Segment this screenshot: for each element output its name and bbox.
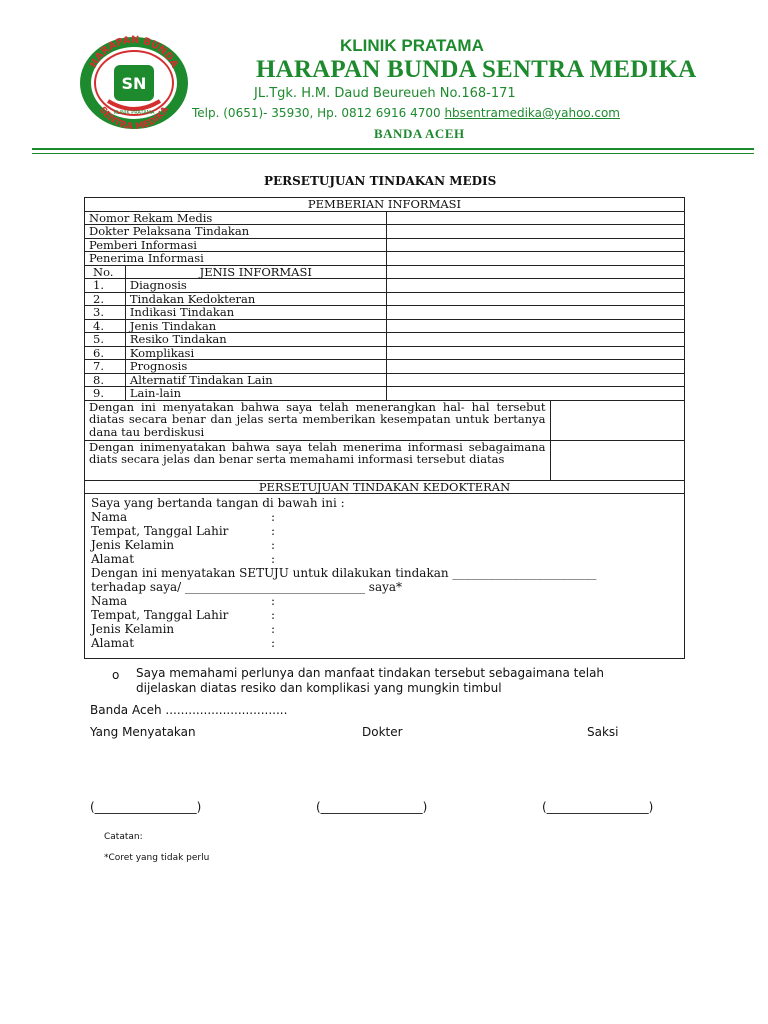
item-label: Indikasi Tindakan <box>125 306 386 320</box>
col-header-type: JENIS INFORMASI <box>125 265 386 279</box>
notes-label: Catatan: <box>104 832 143 842</box>
field-value-dokter[interactable] <box>386 225 684 239</box>
logo-text-inner: KLINIK PRATAMA <box>113 110 155 116</box>
item-no: 2. <box>85 292 126 306</box>
field-label: Pemberi Informasi <box>85 238 387 252</box>
item-value[interactable] <box>386 333 684 347</box>
clinic-city: BANDA ACEH <box>374 126 465 141</box>
item-no: 6. <box>85 346 126 360</box>
item-value[interactable] <box>386 373 684 387</box>
logo-text-top: HARAPAN BUNDA <box>88 35 180 70</box>
item-no: 4. <box>85 319 126 333</box>
item-no: 7. <box>85 360 126 374</box>
field-value-pemberi[interactable] <box>386 238 684 252</box>
item-label: Alternatif Tindakan Lain <box>125 373 386 387</box>
consent-label: Alamat <box>91 636 135 650</box>
consent-row: Tempat, Tanggal Lahir : <box>91 524 276 538</box>
info-heading: PEMBERIAN INFORMASI <box>85 198 685 212</box>
agree-line-2: terhadap saya/ ______________________________ saya* <box>91 580 403 594</box>
signature-line-declarant[interactable]: (_________________) <box>90 800 202 814</box>
item-label: Komplikasi <box>125 346 386 360</box>
item-no: 9. <box>85 387 126 401</box>
notes-text: *Coret yang tidak perlu <box>104 853 210 863</box>
clinic-email[interactable]: hbsentramedika@yahoo.com <box>444 106 620 120</box>
item-no: 8. <box>85 373 126 387</box>
item-value[interactable] <box>386 306 684 320</box>
consent-label: Tempat, Tanggal Lahir <box>91 608 229 622</box>
consent-row: Jenis Kelamin : <box>91 538 276 552</box>
consent-form-table <box>84 197 685 659</box>
clinic-phone: Telp. (0651)- 35930, Hp. 0812 6916 4700 <box>192 106 441 120</box>
logo-text-bottom: SENTRA MEDIKA <box>96 105 172 131</box>
consent-body <box>85 494 685 659</box>
patient-signature-box[interactable] <box>550 440 684 480</box>
consent-heading: PERSETUJUAN TINDAKAN KEDOKTERAN <box>85 480 685 494</box>
clinic-address: JL.Tgk. H.M. Daud Beureueh No.168-171 <box>254 86 516 101</box>
item-value[interactable] <box>386 360 684 374</box>
item-label: Resiko Tindakan <box>125 333 386 347</box>
item-no: 5. <box>85 333 126 347</box>
item-no: 3. <box>85 306 126 320</box>
item-label: Diagnosis <box>125 279 386 293</box>
clinic-contact <box>192 106 620 120</box>
item-value[interactable] <box>386 292 684 306</box>
consent-label: Nama <box>91 510 128 524</box>
item-label: Lain-lain <box>125 387 386 401</box>
understanding-statement: Saya memahami perlunya dan manfaat tindakan tersebut sebagaimana telah dijelaskan diatas resiko dan komplikasi yang mungkin timbul <box>136 666 605 695</box>
logo-mark: SN <box>121 74 147 93</box>
clinic-logo <box>78 35 190 131</box>
item-label: Jenis Tindakan <box>125 319 386 333</box>
item-value[interactable] <box>386 346 684 360</box>
header-divider <box>32 148 754 150</box>
item-no: 1. <box>85 279 126 293</box>
item-value[interactable] <box>386 387 684 401</box>
col-header-blank <box>386 265 684 279</box>
field-value-penerima[interactable] <box>386 252 684 266</box>
field-label: Dokter Pelaksana Tindakan <box>85 225 387 239</box>
field-label: Nomor Rekam Medis <box>85 211 387 225</box>
patient-statement: Dengan inimenyatakan bahwa saya telah menerima informasi sebagaimana diats secara jelas dan benar serta memahami informasi tersebut diatas <box>85 440 551 480</box>
signatory-doctor: Dokter <box>362 725 403 739</box>
consent-row: Nama : <box>91 510 276 524</box>
consent-row: Jenis Kelamin : <box>91 622 276 636</box>
consent-label: Tempat, Tanggal Lahir <box>91 524 229 538</box>
consent-row: Tempat, Tanggal Lahir : <box>91 608 276 622</box>
item-value[interactable] <box>386 279 684 293</box>
consent-row: Alamat : <box>91 636 276 650</box>
signature-line-doctor[interactable]: (_________________) <box>316 800 428 814</box>
header-divider-thin <box>32 153 754 154</box>
item-value[interactable] <box>386 319 684 333</box>
item-label: Tindakan Kedokteran <box>125 292 386 306</box>
consent-label: Nama <box>91 594 128 608</box>
signatory-declarant: Yang Menyatakan <box>90 725 196 739</box>
consent-row: Alamat : <box>91 552 276 566</box>
consent-label: Jenis Kelamin <box>91 622 175 636</box>
signature-line-witness[interactable]: (_________________) <box>542 800 654 814</box>
consent-intro: Saya yang bertanda tangan di bawah ini : <box>91 496 345 510</box>
doctor-statement: Dengan ini menyatakan bahwa saya telah menerangkan hal- hal tersebut diatas secara benar dan jelas serta memberikan kesempatan untuk bertanya dana tau berdiskusi <box>85 400 551 440</box>
bullet-symbol: o <box>112 668 120 682</box>
signatory-witness: Saksi <box>587 725 619 739</box>
clinic-type: KLINIK PRATAMA <box>340 36 484 55</box>
document-title: PERSETUJUAN TINDAKAN MEDIS <box>264 174 497 188</box>
consent-label: Alamat <box>91 552 135 566</box>
agree-line-1: Dengan ini menyatakan SETUJU untuk dilakukan tindakan ________________________ <box>91 566 597 580</box>
place-date: Banda Aceh ................................ <box>90 703 288 717</box>
consent-label: Jenis Kelamin <box>91 538 175 552</box>
col-header-no: No. <box>85 265 126 279</box>
clinic-name: HARAPAN BUNDA SENTRA MEDIKA <box>256 56 697 83</box>
field-label: Penerima Informasi <box>85 252 387 266</box>
item-label: Prognosis <box>125 360 386 374</box>
field-value-rekam-medis[interactable] <box>386 211 684 225</box>
consent-row: Nama : <box>91 594 276 608</box>
doctor-signature-box[interactable] <box>550 400 684 440</box>
